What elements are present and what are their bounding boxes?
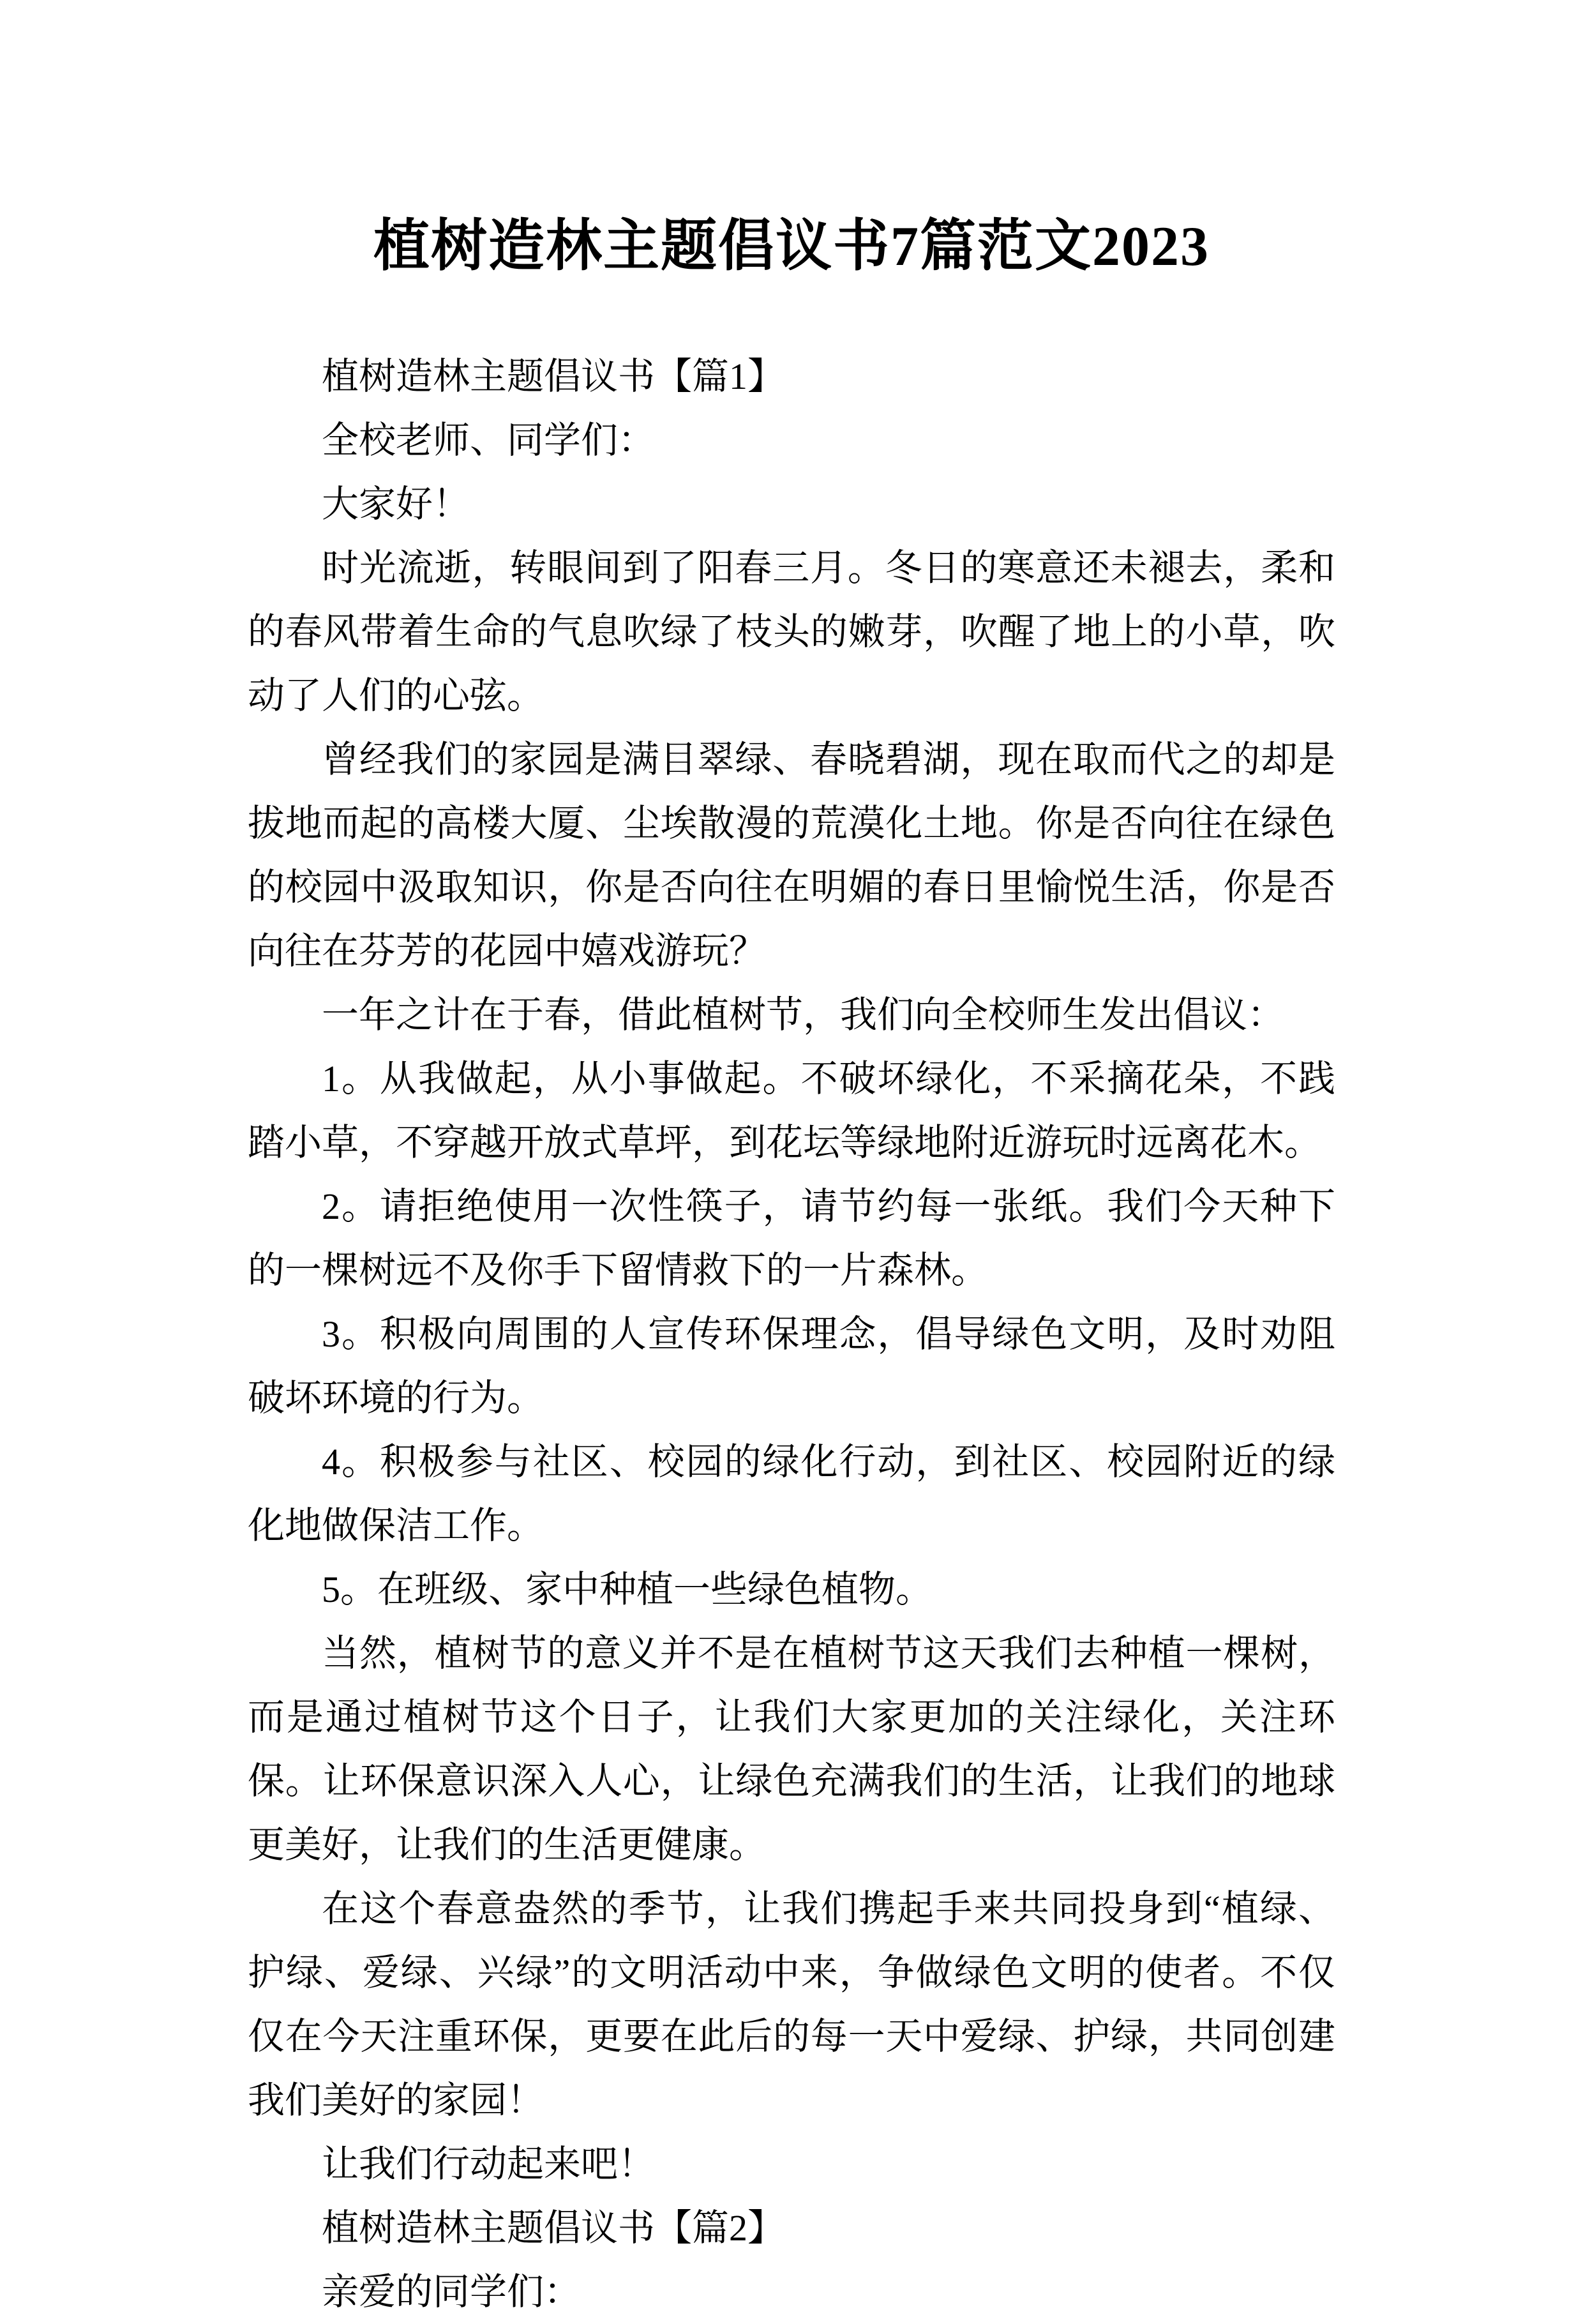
paragraph: 时光流逝，转眼间到了阳春三月。冬日的寒意还未褪去，柔和的春风带着生命的气息吹绿了枝头的嫩芽，吹醒了地上的小草，吹动了人们的心弦。 — [248, 547, 1335, 717]
paragraph: 植树造林主题倡议书【篇1】 — [322, 356, 785, 398]
paragraph: 3。积极向周围的人宣传环保理念，倡导绿色文明，及时劝阻破坏环境的行为。 — [248, 1313, 1335, 1419]
paragraph: 全校老师、同学们： — [322, 419, 656, 462]
paragraph: 4。积极参与社区、校园的绿化行动，到社区、校园附近的绿化地做保洁工作。 — [248, 1441, 1335, 1547]
paragraph: 植树造林主题倡议书【篇2】 — [322, 2207, 785, 2249]
document-body — [248, 345, 1335, 2324]
paragraph: 曾经我们的家园是满目翠绿、春晓碧湖，现在取而代之的却是拔地而起的高楼大厦、尘埃散漫的荒漠化土地。你是否向往在绿色的校园中汲取知识，你是否向往在明媚的春日里愉悦生活，你是否向往在芬芳的花园中嬉戏游玩？ — [248, 739, 1335, 972]
paragraph: 大家好！ — [322, 483, 470, 525]
paragraph: 一年之计在于春，借此植树节，我们向全校师生发出倡议： — [322, 994, 1285, 1036]
paragraph: 亲爱的同学们： — [322, 2271, 581, 2313]
paragraph: 1。从我做起，从小事做起。不破坏绿化，不采摘花朵，不践踏小草，不穿越开放式草坪，到花坛等绿地附近游玩时远离花木。 — [248, 1058, 1335, 1164]
paragraph: 5。在班级、家中种植一些绿色植物。 — [322, 1569, 933, 1611]
paragraph: 当然，植树节的意义并不是在植树节这天我们去种植一棵树，而是通过植树节这个日子，让我们大家更加的关注绿化，关注环保。让环保意识深入人心，让绿色充满我们的生活，让我们的地球更美好，让我们的生活更健康。 — [248, 1633, 1335, 1866]
document-title: 植树造林主题倡议书7篇范文2023 — [373, 216, 1210, 278]
paragraph: 在这个春意盎然的季节，让我们携起手来共同投身到“植绿、护绿、爱绿、兴绿”的文明活动中来，争做绿色文明的使者。不仅仅在今天注重环保，更要在此后的每一天中爱绿、护绿，共同创建我们美好的家园！ — [248, 1888, 1335, 2122]
paragraph: 2。请拒绝使用一次性筷子，请节约每一张纸。我们今天种下的一棵树远不及你手下留情救下的一片森林。 — [248, 1186, 1335, 1292]
paragraph: 让我们行动起来吧！ — [322, 2143, 656, 2185]
